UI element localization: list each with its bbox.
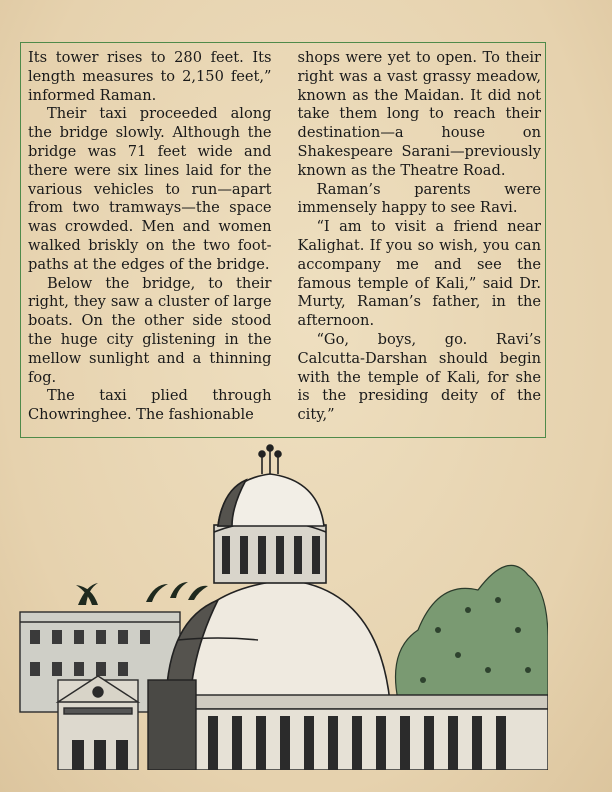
paragraph: Their taxi proceeded along the bridge slowly. Although the bridge was 71 feet wide and there were six lines laid for the various vehicles to run—apart from two tramways—the space was crowded. Men and women walked briskly on the two foot-paths at the edges of the bridge. (28, 105, 272, 273)
paragraph: shops were yet to open. To their right was a vast grassy meadow, known as the Maidan. It did not take them long to reach their destination—a house on Shakespeare Sarani—previously known as the Theatre Road. (297, 49, 541, 179)
tree-foliage (396, 565, 549, 710)
paragraph: Its tower rises to 280 feet. Its length measures to 2,150 feet,” informed Raman. (28, 49, 272, 104)
paragraph: Raman’s parents were immensely happy to see Ravi. (297, 180, 541, 217)
temple-illustration (18, 440, 548, 770)
article-text-box (20, 42, 546, 438)
right-column (298, 49, 542, 437)
paragraph: The taxi plied through Chowringhee. The fashionable (28, 387, 272, 424)
paragraph: “I am to visit a friend near Kalighat. If you so wish, you can accompany me and see the famous temple of Kali,” said Dr. Murty, Raman’s father, in the afternoon. (297, 218, 541, 330)
temple-dome (166, 445, 390, 702)
paragraph: Below the bridge, to their right, they saw a cluster of large boats. On the other side stood the huge city glistening in the mellow sunlight and a thinning fog. (28, 274, 272, 386)
left-column (28, 49, 272, 437)
palm-trees (76, 582, 208, 605)
paragraph: “Go, boys, go. Ravi’s Calcutta-Darshan should begin with the temple of Kali, for she is the presiding deity of the city,” (297, 330, 541, 424)
